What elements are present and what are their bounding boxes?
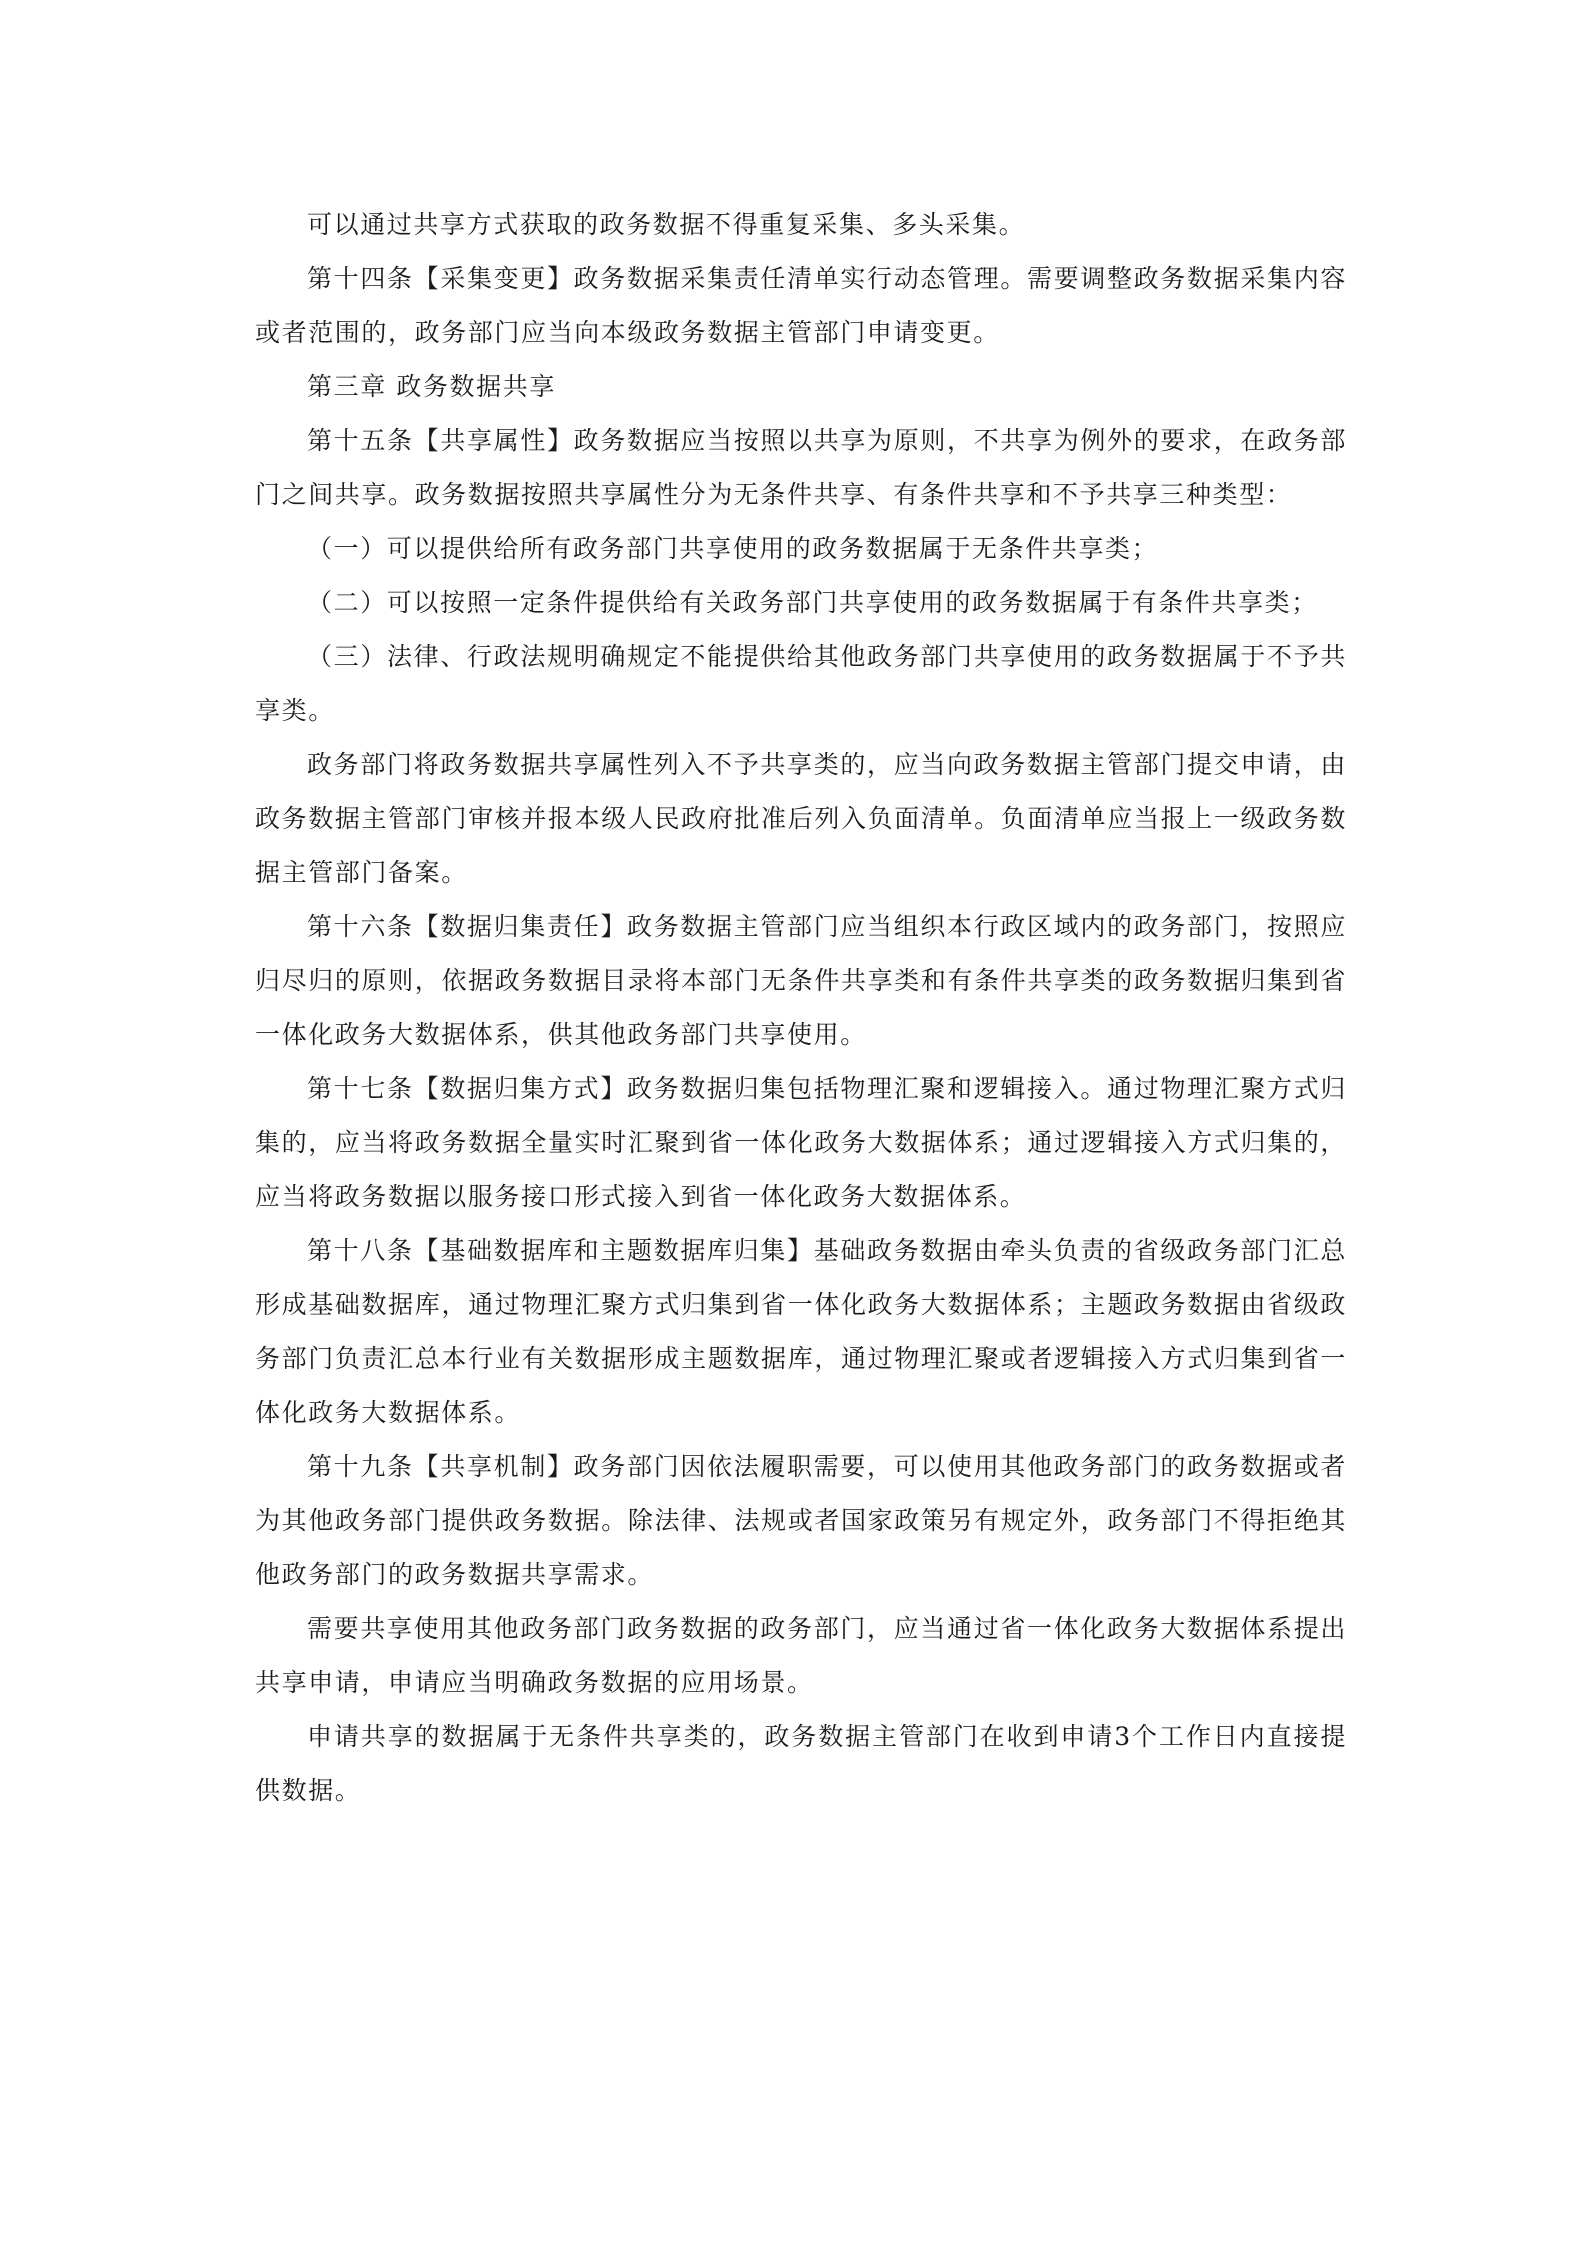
- article-18: 第十八条【基础数据库和主题数据库归集】基础政务数据由牵头负责的省级政务部门汇总形成基础数据库，通过物理汇聚方式归集到省一体化政务大数据体系；主题政务数据由省级政务部门负责汇总本行业有关数据形成主题数据库，通过物理汇聚或者逻辑接入方式归集到省一体化政务大数据体系。: [255, 1236, 1347, 1427]
- paragraph: 政务部门将政务数据共享属性列入不予共享类的，应当向政务数据主管部门提交申请，由政务数据主管部门审核并报本级人民政府批准后列入负面清单。负面清单应当报上一级政务数据主管部门备案。: [255, 750, 1347, 887]
- document-body: [255, 198, 1347, 1818]
- list-item: （二）可以按照一定条件提供给有关政务部门共享使用的政务数据属于有条件共享类；: [307, 588, 1318, 617]
- article-19: 第十九条【共享机制】政务部门因依法履职需要，可以使用其他政务部门的政务数据或者为其他政务部门提供政务数据。除法律、法规或者国家政策另有规定外，政务部门不得拒绝其他政务部门的政务数据共享需求。: [255, 1452, 1347, 1589]
- paragraph: 可以通过共享方式获取的政务数据不得重复采集、多头采集。: [307, 210, 1026, 239]
- list-item: （三）法律、行政法规明确规定不能提供给其他政务部门共享使用的政务数据属于不予共享类。: [255, 642, 1347, 725]
- article-14: 第十四条【采集变更】政务数据采集责任清单实行动态管理。需要调整政务数据采集内容或者范围的，政务部门应当向本级政务数据主管部门申请变更。: [255, 264, 1347, 347]
- paragraph: 需要共享使用其他政务部门政务数据的政务部门，应当通过省一体化政务大数据体系提出共享申请，申请应当明确政务数据的应用场景。: [255, 1614, 1347, 1697]
- article-15: 第十五条【共享属性】政务数据应当按照以共享为原则，不共享为例外的要求，在政务部门之间共享。政务数据按照共享属性分为无条件共享、有条件共享和不予共享三种类型：: [255, 426, 1347, 509]
- article-17: 第十七条【数据归集方式】政务数据归集包括物理汇聚和逻辑接入。通过物理汇聚方式归集的，应当将政务数据全量实时汇聚到省一体化政务大数据体系；通过逻辑接入方式归集的，应当将政务数据以服务接口形式接入到省一体化政务大数据体系。: [255, 1074, 1347, 1211]
- chapter-heading: 第三章 政务数据共享: [307, 372, 556, 401]
- list-item: （一）可以提供给所有政务部门共享使用的政务数据属于无条件共享类；: [307, 534, 1159, 563]
- paragraph: 申请共享的数据属于无条件共享类的，政务数据主管部门在收到申请3个工作日内直接提供数据。: [255, 1722, 1347, 1805]
- article-16: 第十六条【数据归集责任】政务数据主管部门应当组织本行政区域内的政务部门，按照应归尽归的原则，依据政务数据目录将本部门无条件共享类和有条件共享类的政务数据归集到省一体化政务大数据体系，供其他政务部门共享使用。: [255, 912, 1347, 1049]
